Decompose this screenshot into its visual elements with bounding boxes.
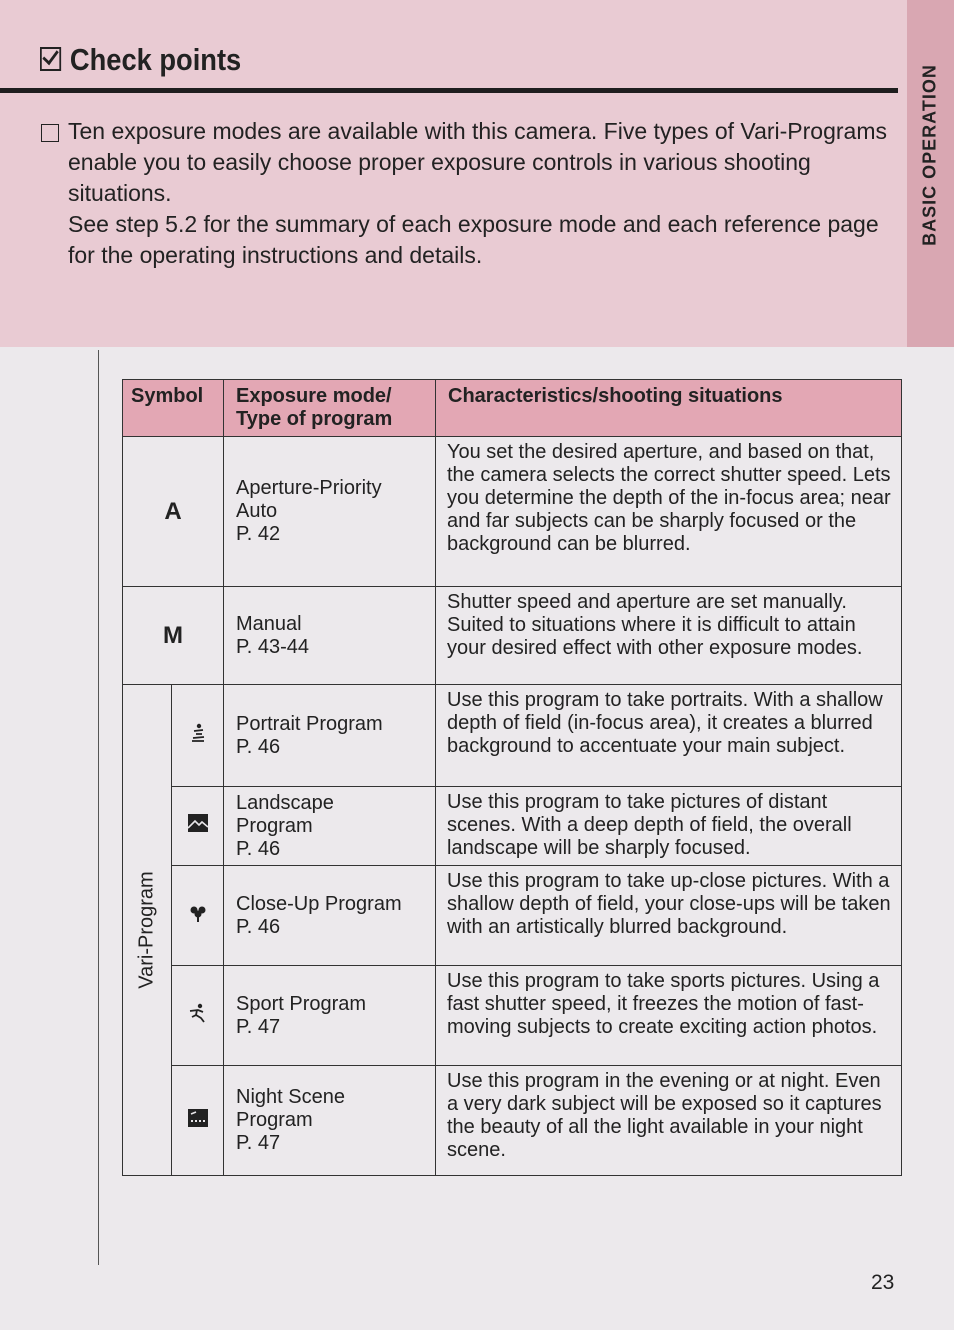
mode-sport — [224, 966, 436, 1066]
margin-rule — [98, 350, 99, 1265]
page-reference: P. 46 — [236, 915, 281, 938]
intro-text — [68, 116, 898, 271]
portrait-icon — [172, 685, 224, 787]
mode-close-up — [224, 866, 436, 966]
table-row — [123, 787, 902, 866]
checkbox-empty-icon — [41, 124, 59, 142]
symbol-manual: M — [123, 587, 224, 685]
page-reference: P. 43-44 — [236, 635, 310, 658]
page-title-text: Check points — [69, 42, 242, 77]
description-close-up: Use this program to take up-close pictures. With a shallow depth of field, your close-ups will be taken with an artistically blurred background. — [436, 866, 902, 966]
table-row — [123, 587, 902, 685]
close-up-icon — [172, 866, 224, 966]
header-symbol: Symbol — [123, 380, 224, 437]
mode-name-cont: Program — [236, 814, 313, 837]
section-side-tab-label: BASIC OPERATION — [919, 64, 940, 246]
header-exposure-mode: Exposure mode/ Type of program — [224, 380, 436, 437]
vari-program-group-label — [123, 685, 172, 1176]
description-night-scene: Use this program in the evening or at night. Even a very dark subject will be exposed so it captures the beauty of all the light available in your night scene. — [436, 1066, 902, 1176]
mode-name: Manual — [236, 612, 302, 635]
landscape-icon — [172, 787, 224, 866]
mode-name: Aperture-Priority — [236, 477, 382, 499]
mode-landscape — [224, 787, 436, 866]
mode-name: Night Scene — [236, 1086, 345, 1108]
table-row — [123, 685, 902, 787]
title-rule — [0, 88, 898, 93]
page-number: 23 — [871, 1271, 895, 1294]
page-reference: P. 42 — [236, 523, 281, 545]
mode-name: Landscape — [236, 791, 334, 814]
mode-aperture-priority — [224, 437, 436, 587]
mode-name: Close-Up Program — [236, 892, 402, 915]
checkbox-checked-icon — [40, 47, 61, 71]
mode-name-cont: Program — [236, 1109, 313, 1131]
description-manual: Shutter speed and aperture are set manually. Suited to situations where it is difficult to attain your desired effect with other exposure modes. — [436, 587, 902, 685]
table-row — [123, 437, 902, 587]
mode-night-scene — [224, 1066, 436, 1176]
mode-name: Portrait Program — [236, 712, 383, 735]
description-sport: Use this program to take sports pictures. Using a fast shutter speed, it freezes the motion of fast-moving subjects to create exciting action photos. — [436, 966, 902, 1066]
mode-manual — [224, 587, 436, 685]
table-row — [123, 966, 902, 1066]
intro-paragraph-2: See step 5.2 for the summary of each exposure mode and each reference page for the operating instructions and details. — [68, 211, 879, 268]
table-row — [123, 1066, 902, 1176]
symbol-aperture-priority: A — [123, 437, 224, 587]
mode-name-cont: Auto — [236, 500, 278, 522]
mode-portrait — [224, 685, 436, 787]
table-header-row — [123, 380, 902, 437]
description-aperture-priority: You set the desired aperture, and based on that, the camera selects the correct shutter speed. Lets you determine the depth of the in-focus area; near and far subjects can be sharply focused or the background can be blurred. — [436, 437, 902, 587]
description-landscape: Use this program to take pictures of distant scenes. With a deep depth of field, the overall landscape will be sharply focused. — [436, 787, 902, 866]
exposure-modes-table — [122, 379, 902, 1176]
page-reference: P. 46 — [236, 735, 281, 758]
night-scene-icon — [172, 1066, 224, 1176]
page-reference: P. 46 — [236, 837, 281, 860]
page-reference: P. 47 — [236, 1015, 281, 1038]
page-title — [40, 42, 241, 78]
intro-paragraph-1: Ten exposure modes are available with this camera. Five types of Vari-Programs enable you to easily choose proper exposure controls in various shooting situations. — [68, 118, 887, 206]
table-row — [123, 866, 902, 966]
sport-icon — [172, 966, 224, 1066]
mode-name: Sport Program — [236, 992, 367, 1015]
header-characteristics: Characteristics/shooting situations — [436, 380, 902, 437]
vari-program-label-text: Vari-Program — [135, 871, 158, 989]
page-reference: P. 47 — [236, 1132, 281, 1154]
description-portrait: Use this program to take portraits. With a shallow depth of field (in-focus area), it creates a blurred background to accentuate your main subject. — [436, 685, 902, 787]
